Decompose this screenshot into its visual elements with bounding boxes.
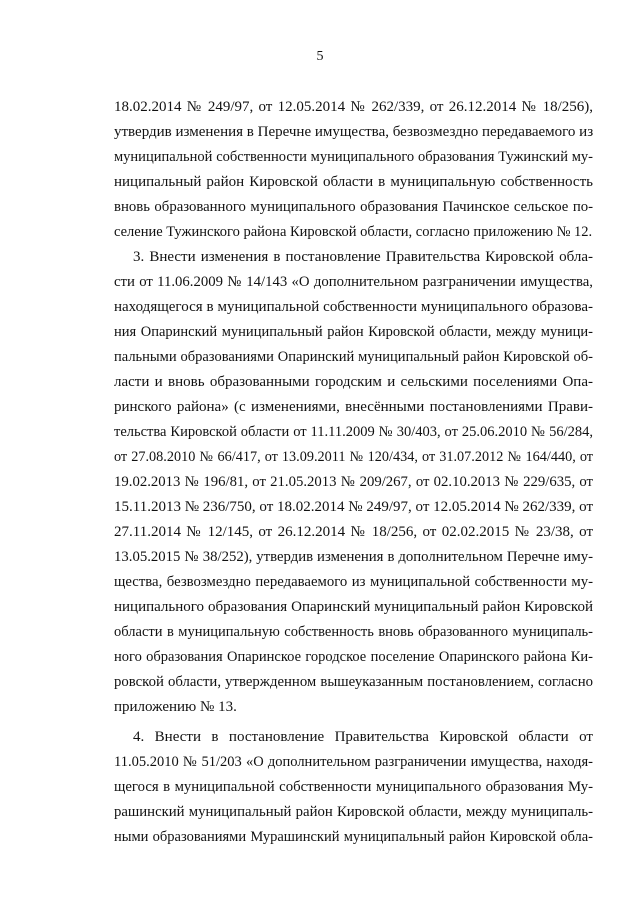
text-line: ными образованиями Мурашинский муниципальный район Кировской обла- [114, 829, 593, 845]
text-line: 13.05.2015 № 38/252), утвердив изменения в дополнительном Перечне иму- [114, 549, 593, 565]
text-line: утвердив изменения в Перечне имущества, безвозмездно передаваемого из [114, 124, 594, 140]
paragraph-4-first-line: 4. Внести в постановление Правительства Кировской области от [133, 729, 593, 745]
page-number: 5 [316, 49, 324, 64]
text-line: ниципального образования Опаринский муниципальный район Кировской [114, 599, 593, 615]
text-line: 27.11.2014 № 12/145, от 26.12.2014 № 18/256, от 02.02.2015 № 23/38, от [114, 524, 593, 540]
text-line: сти от 11.06.2009 № 14/143 «О дополнительном разграничении имущества, [114, 274, 593, 290]
text-line: ласти и вновь образованными городским и сельскими поселениями Опа- [114, 374, 593, 390]
text-line: щегося в муниципальной собственности муниципального образования Му- [114, 779, 593, 795]
text-line: приложению № 13. [114, 699, 237, 715]
text-line: ниципальный район Кировской области в муниципальную собственность [114, 174, 593, 190]
text-line: муниципальной собственности муниципального образования Тужинский му- [114, 149, 593, 165]
text-line: селение Тужинского района Кировской области, согласно приложению № 12. [114, 224, 593, 240]
text-line: 15.11.2013 № 236/750, от 18.02.2014 № 249/97, от 12.05.2014 № 262/339, от [114, 499, 593, 515]
text-line: 19.02.2013 № 196/81, от 21.05.2013 № 209/267, от 02.10.2013 № 229/635, от [114, 474, 593, 490]
text-line: 11.05.2010 № 51/203 «О дополнительном разграничении имущества, находя- [114, 754, 593, 770]
paragraph-3-first-line: 3. Внести изменения в постановление Правительства Кировской обла- [133, 249, 593, 265]
text-line: рашинский муниципальный район Кировской области, между муниципаль- [114, 804, 593, 820]
text-line: ровской области, утвержденном вышеуказанным постановлением, согласно [114, 674, 593, 690]
text-line: ния Опаринский муниципальный район Кировской области, между муници- [114, 324, 593, 340]
text-line: ного образования Опаринское городское поселение Опаринского района Ки- [114, 649, 593, 665]
text-line: 18.02.2014 № 249/97, от 12.05.2014 № 262/339, от 26.12.2014 № 18/256), [114, 99, 593, 115]
text-line: тельства Кировской области от 11.11.2009 № 30/403, от 25.06.2010 № 56/284, [114, 424, 593, 440]
text-line: вновь образованного муниципального образования Пачинское сельское по- [114, 199, 593, 215]
text-line: области в муниципальную собственность вновь образованного муниципаль- [114, 624, 593, 640]
text-line: ринского района» (с изменениями, внесёнными постановлениями Прави- [114, 399, 593, 415]
text-line: от 27.08.2010 № 66/417, от 13.09.2011 № 120/434, от 31.07.2012 № 164/440, от [114, 449, 593, 465]
text-line: щества, безвозмездно передаваемого из муниципальной собственности му- [114, 574, 593, 590]
text-line: находящегося в муниципальной собственности муниципального образова- [114, 299, 593, 315]
text-line: пальными образованиями Опаринский муниципальный район Кировской об- [114, 349, 593, 365]
